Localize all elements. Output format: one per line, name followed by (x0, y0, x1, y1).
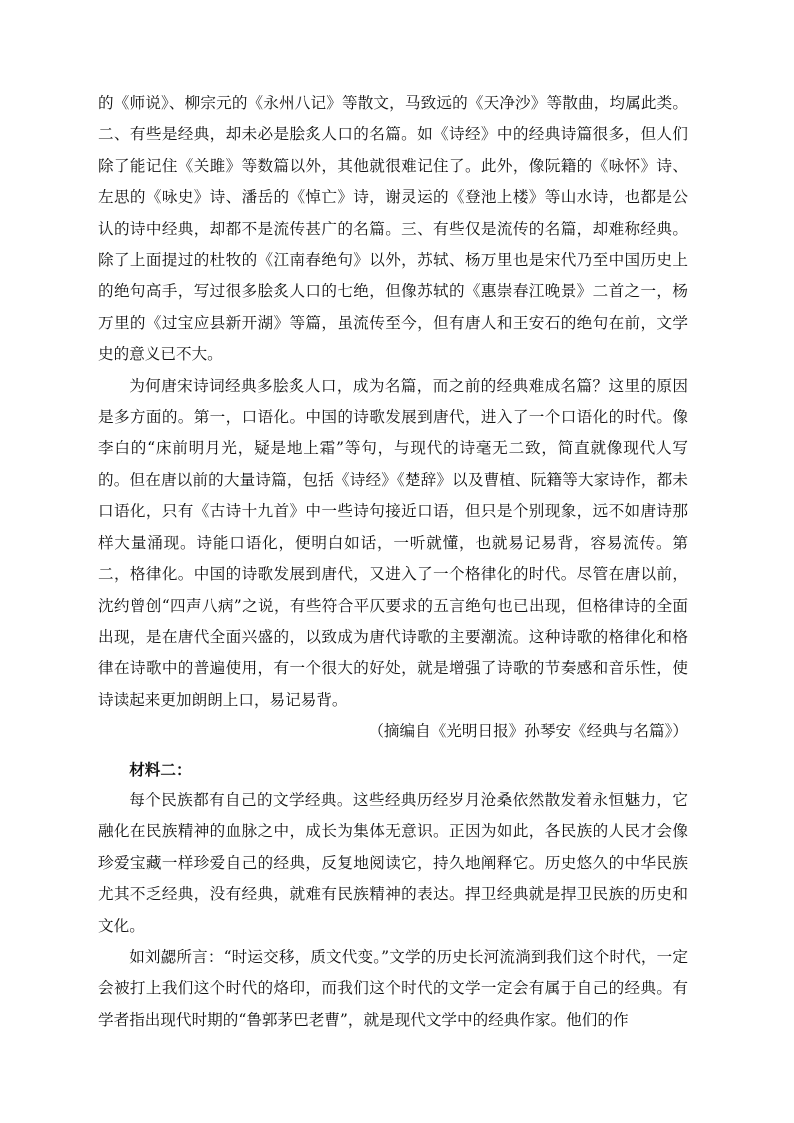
body-paragraph-2: 为何唐宋诗词经典多脍炙人口，成为名篇，而之前的经典难成名篇？这里的原因是多方面的。第一，口语化。中国的诗歌发展到唐代，进入了一个口语化的时代。像李白的“床前明月光，疑是地上霜”等句，与现代的诗毫无二致，简直就像现代人写的。但在唐以前的大量诗篇，包括《诗经》《楚辞》以及曹植、阮籍等大家诗作，都未口语化，只有《古诗十九首》中一些诗句接近口语，但只是个别现象，远不如唐诗那样大量涌现。诗能口语化，便明白如话，一听就懂，也就易记易背，容易流传。第二，格律化。中国的诗歌发展到唐代，又进入了一个格律化的时代。尽管在唐以前，沈约曾创“四声八病”之说，有些符合平仄要求的五言绝句也已出现，但格律诗的全面出现，是在唐代全面兴盛的，以致成为唐代诗歌的主要潮流。这种诗歌的格律化和格律在诗歌中的普遍使用，有一个很大的好处，就是增强了诗歌的节奏感和音乐性，使诗读起来更加朗朗上口，易记易背。 (98, 376, 688, 709)
material-two-heading: 材料二： (129, 759, 192, 779)
source-citation: （摘编自《光明日报》孙琴安《经典与名篇》） (368, 722, 688, 741)
material-two-paragraph-2: 如刘勰所言：“时运交移，质文代变。”文学的历史长河流淌到我们这个时代，一定会被打上我们这个时代的烙印，而我们这个时代的文学一定会有属于自己的经典。有学者指出现代时期的“鲁郭茅巴老曹”，就是现代文学中的经典作家。他们的作 (98, 947, 688, 1029)
body-paragraph-1: 的《师说》、柳宗元的《永州八记》等散文，马致远的《天净沙》等散曲，均属此类。二、有些是经典，却未必是脍炙人口的名篇。如《诗经》中的经典诗篇很多，但人们除了能记住《关雎》等数篇以外，其他就很难记住了。此外，像阮籍的《咏怀》诗、左思的《咏史》诗、潘岳的《悼亡》诗，谢灵运的《登池上楼》等山水诗，也都是公认的诗中经典，却都不是流传甚广的名篇。三、有些仅是流传的名篇，却难称经典。除了上面提过的杜牧的《江南春绝句》以外，苏轼、杨万里也是宋代乃至中国历史上的绝句高手，写过很多脍炙人口的七绝，但像苏轼的《惠崇春江晚景》二首之一，杨万里的《过宝应县新开湖》等篇，虽流传至今，但有唐人和王安石的绝句在前，文学史的意义已不大。 (98, 94, 688, 364)
material-two-paragraph-1: 每个民族都有自己的文学经典。这些经典历经岁月沧桑依然散发着永恒魅力，它融化在民族精神的血脉之中，成长为集体无意识。正因为如此，各民族的人民才会像珍爱宝藏一样珍爱自己的经典，反复地阅读它，持久地阐释它。历史悠久的中华民族尤其不乏经典，没有经典，就难有民族精神的表达。捍卫经典就是捍卫民族的历史和文化。 (98, 790, 688, 935)
